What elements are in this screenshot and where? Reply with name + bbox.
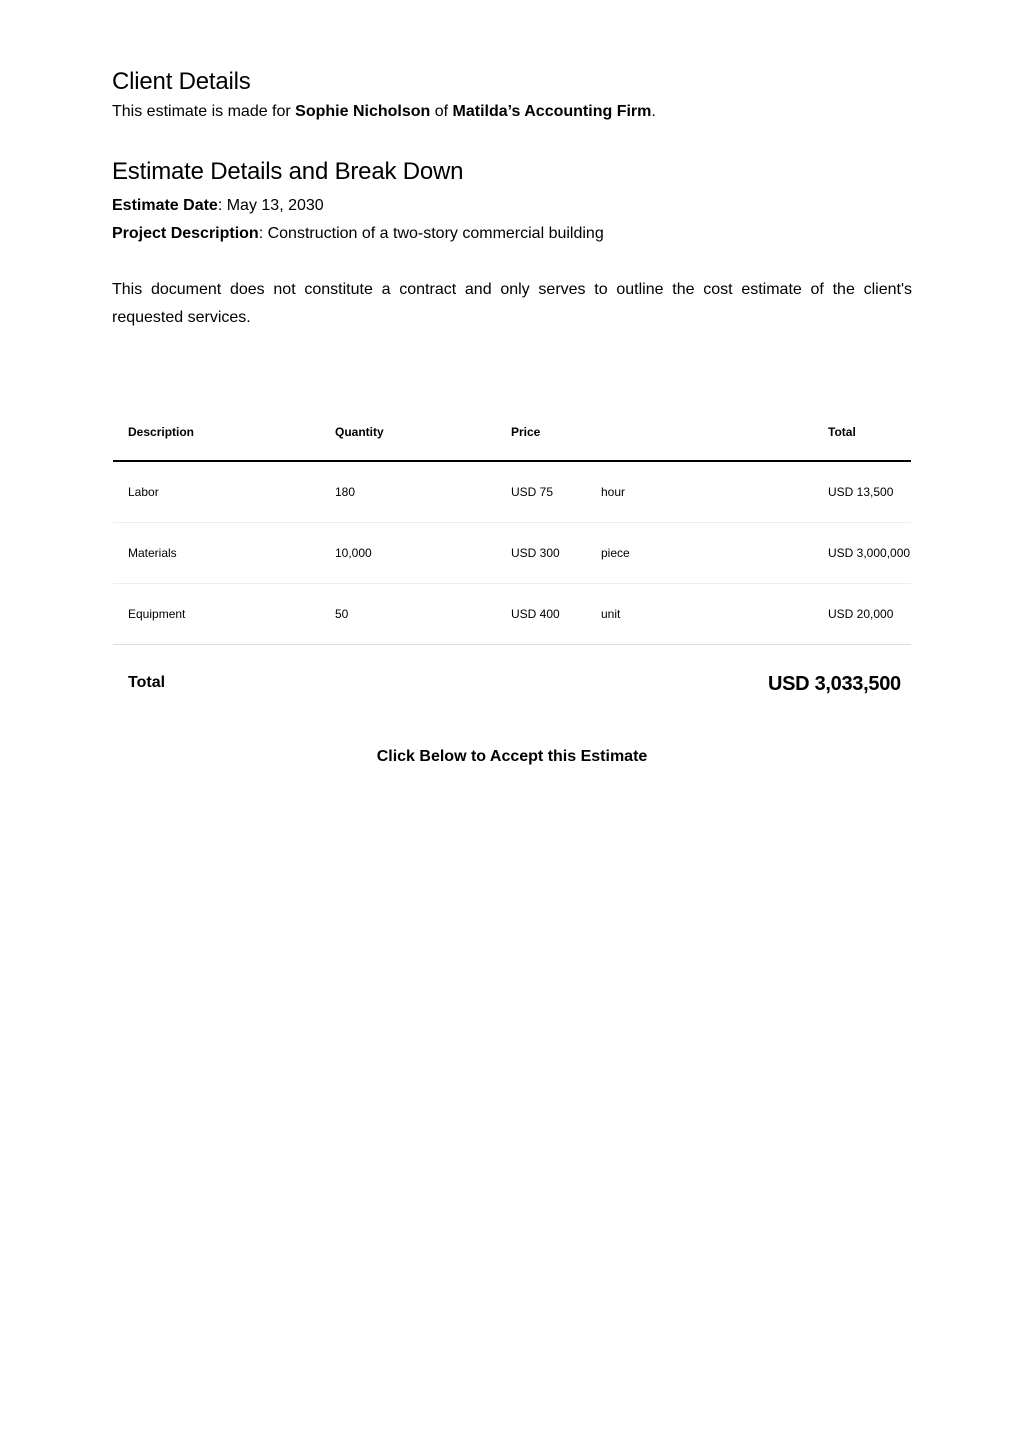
client-intro-prefix: This estimate is made for: [112, 103, 296, 120]
row-price: USD 75: [496, 461, 586, 523]
row-total: USD 13,500: [813, 461, 911, 523]
client-intro: [112, 98, 912, 126]
row-description: Equipment: [113, 584, 320, 645]
row-description: Materials: [113, 523, 320, 584]
company-name: Matilda’s Accounting Firm: [452, 103, 652, 120]
header-price: Price: [496, 404, 586, 461]
header-total: Total: [813, 404, 911, 461]
project-description-label: Project Description: [112, 225, 259, 242]
project-description-value: : Construction of a two-story commercial building: [258, 225, 604, 242]
row-unit: hour: [586, 461, 813, 523]
client-name: Sophie Nicholson: [295, 103, 431, 120]
header-quantity: Quantity: [320, 404, 496, 461]
row-price: USD 400: [496, 584, 586, 645]
row-total: USD 3,000,000: [813, 523, 911, 584]
estimate-date: [112, 192, 912, 220]
row-description: Labor: [113, 461, 320, 523]
row-quantity: 50: [320, 584, 496, 645]
table-row: [113, 523, 911, 584]
table-row: [113, 461, 911, 523]
row-price: USD 300: [496, 523, 586, 584]
row-unit: unit: [586, 584, 813, 645]
table-header-row: [113, 404, 911, 461]
estimate-items-table: [113, 404, 911, 645]
row-quantity: 10,000: [320, 523, 496, 584]
table-row: [113, 584, 911, 645]
header-unit: [586, 404, 813, 461]
client-intro-suffix: .: [651, 103, 656, 120]
grand-total-row: [113, 664, 911, 708]
header-description: Description: [113, 404, 320, 461]
estimate-date-label: Estimate Date: [112, 197, 218, 214]
project-description: [112, 220, 912, 248]
client-connector: of: [430, 103, 453, 120]
row-total: USD 20,000: [813, 584, 911, 645]
row-unit: piece: [586, 523, 813, 584]
accept-estimate-link[interactable]: Click Below to Accept this Estimate: [376, 748, 648, 765]
estimate-details-heading: Estimate Details and Break Down: [112, 158, 464, 185]
row-quantity: 180: [320, 461, 496, 523]
disclaimer-text: This document does not constitute a contract and only serves to outline the cost estimate of the client's requested services.: [112, 281, 912, 326]
estimate-date-value: : May 13, 2030: [217, 197, 324, 214]
document-body: [112, 66, 912, 348]
grand-total-label: Total: [128, 674, 166, 691]
grand-total-value: USD 3,033,500: [768, 673, 901, 695]
client-details-heading: Client Details: [112, 68, 251, 95]
